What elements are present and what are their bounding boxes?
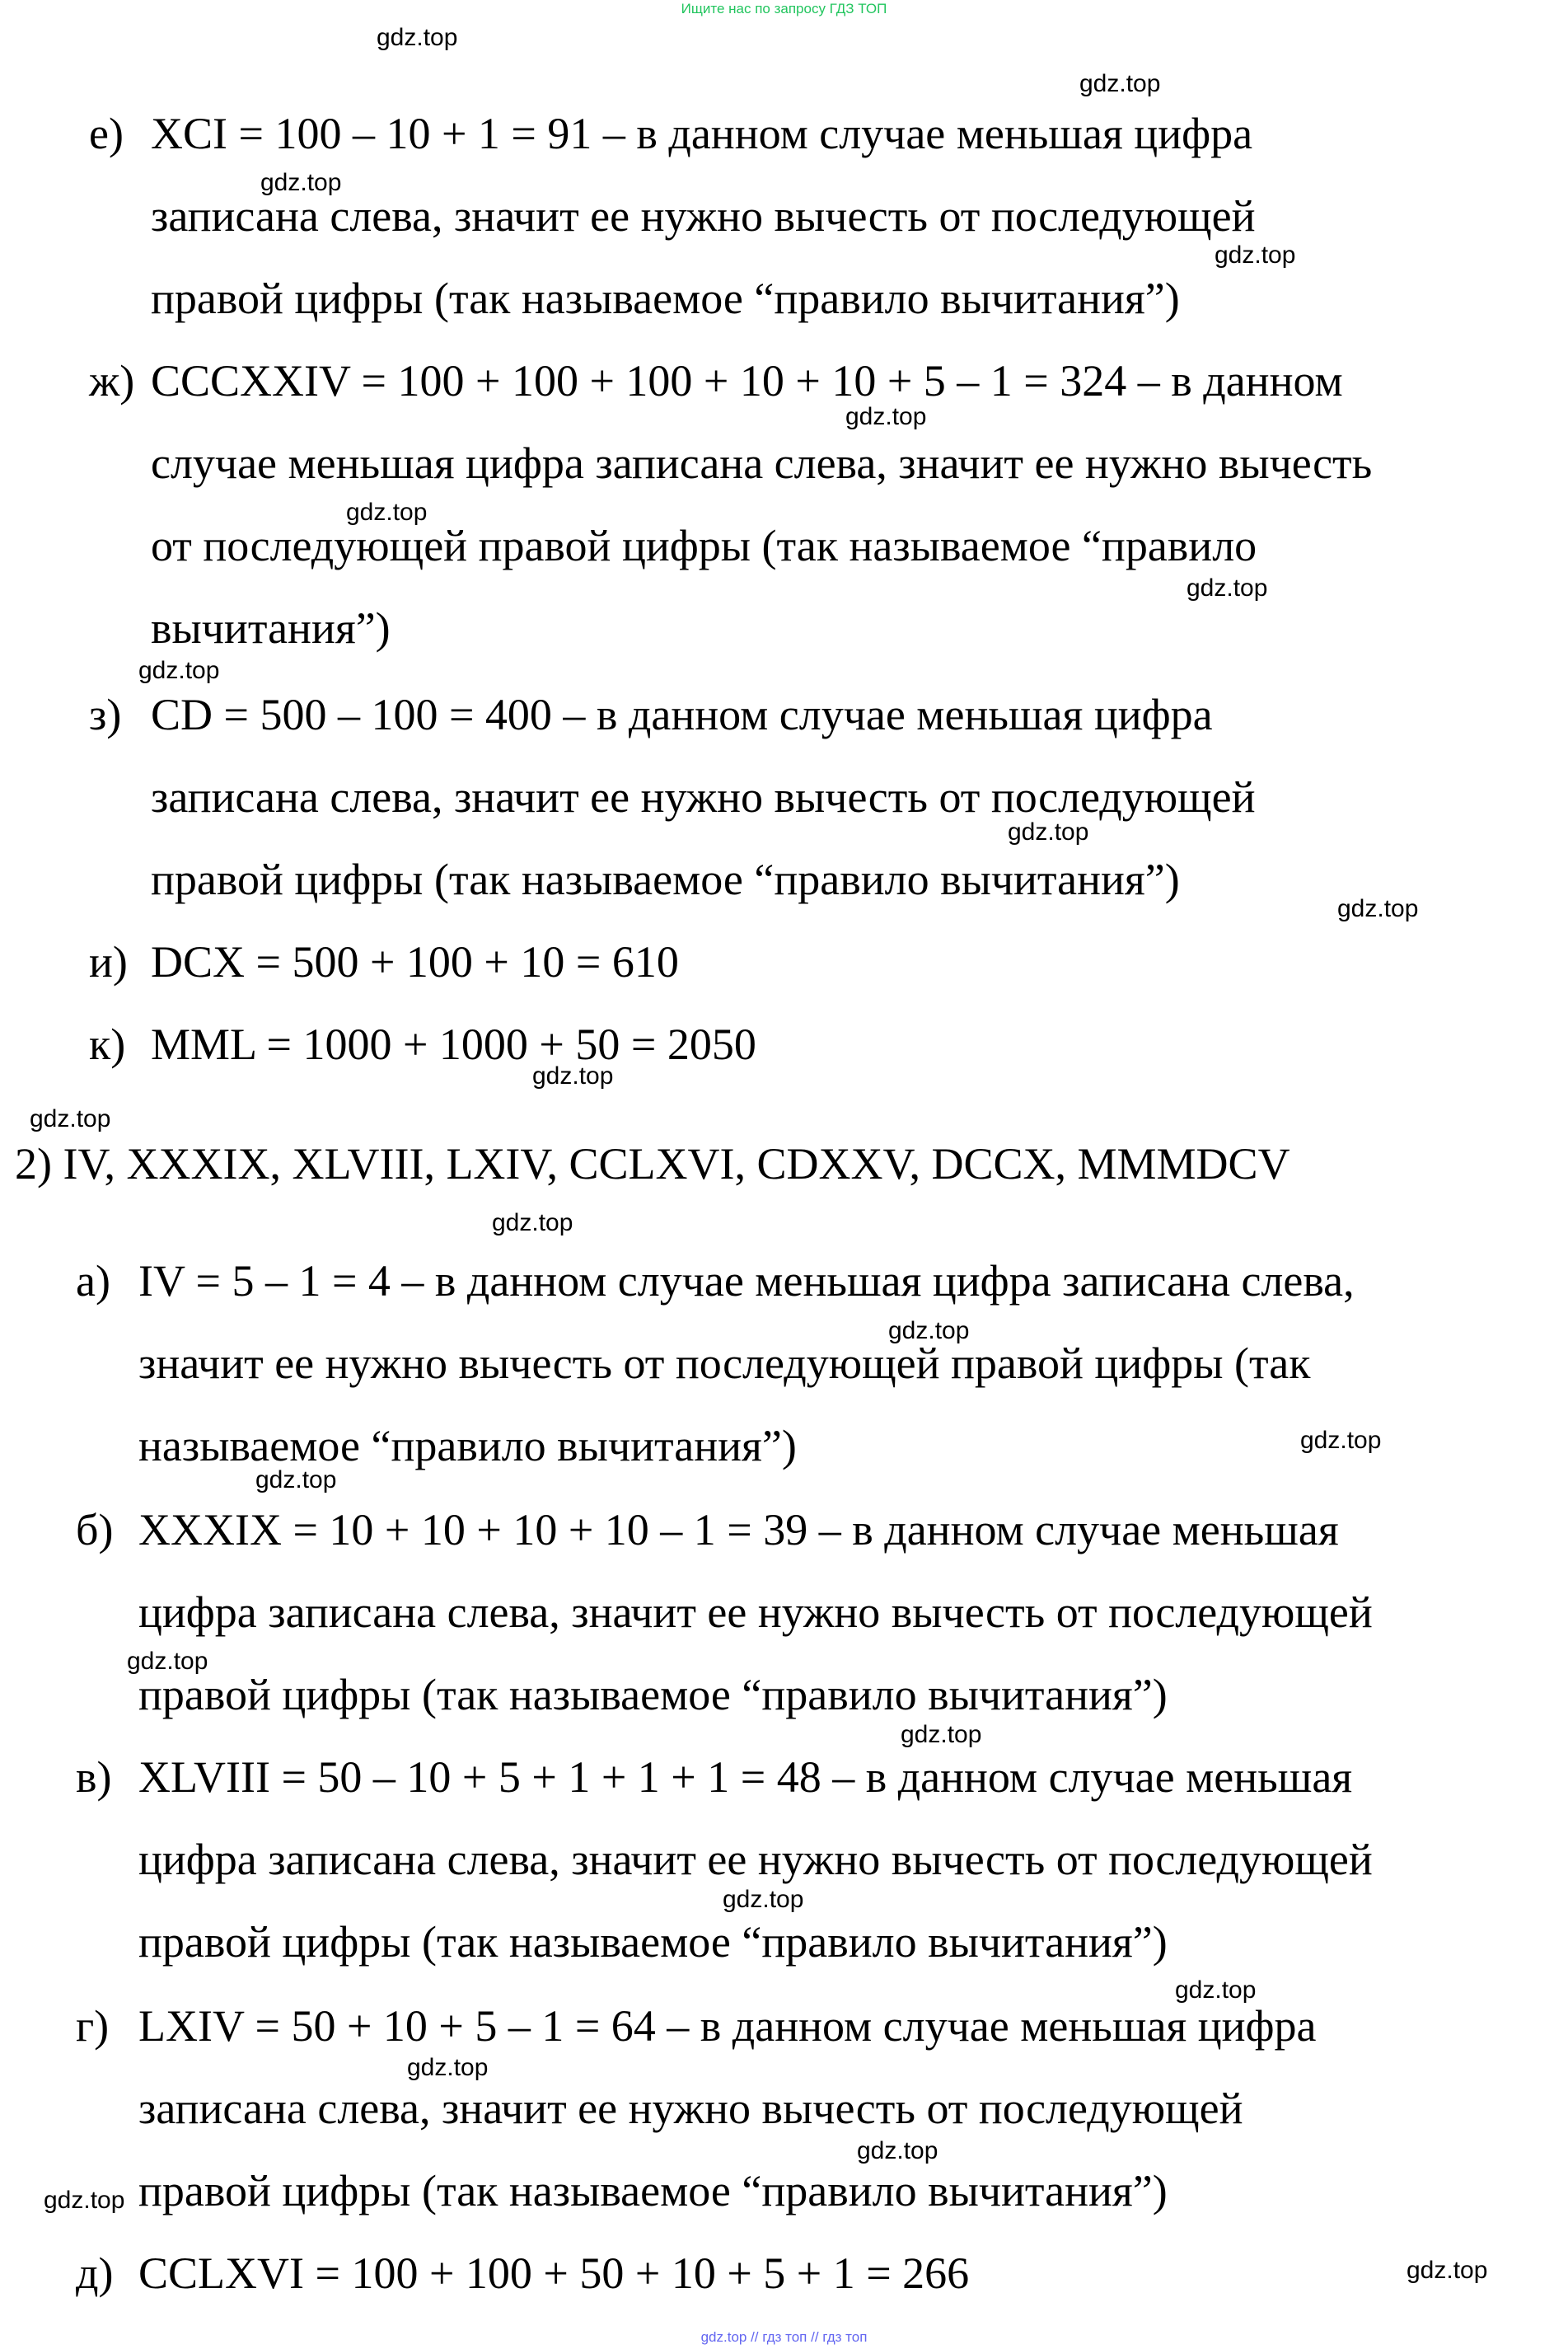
item-text-line: случае меньшая цифра записана слева, значит ее нужно вычесть	[151, 438, 1373, 488]
watermark: gdz.top	[1337, 895, 1419, 922]
watermark: gdz.top	[888, 1317, 970, 1344]
item-text-line: XLVIII = 50 – 10 + 5 + 1 + 1 + 1 = 48 – в данном случае меньшая	[138, 1752, 1353, 1802]
item-text-line: правой цифры (так называемое “правило вычитания”)	[138, 1917, 1168, 1967]
item-label: г)	[76, 2001, 110, 2051]
item-label: е)	[89, 109, 124, 158]
item-text-line: CCLXVI = 100 + 100 + 50 + 10 + 5 + 1 = 266	[138, 2248, 970, 2298]
watermark: gdz.top	[30, 1105, 111, 1132]
item-text-line: вычитания”)	[151, 603, 391, 653]
item-text-line: CD = 500 – 100 = 400 – в данном случае меньшая цифра	[151, 690, 1213, 739]
item-text-line: значит ее нужно вычесть от последующей правой цифры (так	[138, 1339, 1311, 1388]
watermark: gdz.top	[845, 403, 927, 430]
item-text-line: DCX = 500 + 100 + 10 = 610	[151, 937, 679, 987]
item-text-line: правой цифры (так называемое “правило вычитания”)	[138, 1670, 1168, 1719]
item-text-line: XCI = 100 – 10 + 1 = 91 – в данном случае меньшая цифра	[151, 109, 1253, 158]
footer-banner: gdz.top // гдз топ // гдз топ	[700, 2329, 868, 2345]
item-text-line: правой цифры (так называемое “правило вычитания”)	[151, 855, 1180, 904]
item-label: з)	[89, 690, 122, 739]
watermark: gdz.top	[255, 1466, 337, 1493]
watermark: gdz.top	[1175, 1976, 1257, 2004]
item-text-line: IV = 5 – 1 = 4 – в данном случае меньшая цифра записана слева,	[138, 1256, 1355, 1306]
watermark: gdz.top	[377, 24, 458, 51]
item-text-line: цифра записана слева, значит ее нужно вычесть от последующей	[138, 1835, 1373, 1884]
item-text-line: правой цифры (так называемое “правило вычитания”)	[151, 274, 1180, 323]
watermark: gdz.top	[1079, 70, 1161, 97]
watermark: gdz.top	[532, 1062, 614, 1090]
item-label: ж)	[89, 356, 135, 406]
item-label: к)	[89, 1020, 126, 1069]
header-banner: Ищите нас по запросу ГДЗ ТОП	[681, 1, 887, 16]
watermark: gdz.top	[1187, 574, 1268, 602]
watermark: gdz.top	[1215, 241, 1296, 269]
item-text-line: LXIV = 50 + 10 + 5 – 1 = 64 – в данном случае меньшая цифра	[138, 2001, 1317, 2051]
watermark: gdz.top	[127, 1648, 208, 1675]
watermark: gdz.top	[1300, 1427, 1382, 1454]
item-text-line: называемое “правило вычитания”)	[138, 1421, 797, 1470]
watermark: gdz.top	[723, 1886, 804, 1913]
item-text-line: правой цифры (так называемое “правило вычитания”)	[138, 2166, 1168, 2215]
item-text-line: XXXIX = 10 + 10 + 10 + 10 – 1 = 39 – в данном случае меньшая	[138, 1505, 1339, 1554]
watermark: gdz.top	[901, 1721, 982, 1748]
watermark: gdz.top	[1008, 818, 1089, 846]
watermark: gdz.top	[407, 2054, 489, 2081]
item-label: и)	[89, 937, 128, 987]
section-heading: 2) IV, XXXIX, XLVIII, LXIV, CCLXVI, CDXXV, DCCX, MMMDCV	[15, 1139, 1290, 1189]
watermark: gdz.top	[44, 2187, 125, 2214]
item-text-line: записана слева, значит ее нужно вычесть от последующей	[151, 772, 1256, 822]
item-text-line: CCCXXIV = 100 + 100 + 100 + 10 + 10 + 5 – 1 = 324 – в данном	[151, 356, 1343, 406]
watermark: gdz.top	[138, 657, 220, 684]
item-text-line: от последующей правой цифры (так называемое “правило	[151, 521, 1257, 570]
watermark: gdz.top	[260, 169, 342, 196]
watermark: gdz.top	[346, 499, 428, 526]
item-label: д)	[76, 2248, 114, 2298]
watermark: gdz.top	[1407, 2257, 1488, 2284]
watermark: gdz.top	[857, 2137, 938, 2164]
item-text-line: MML = 1000 + 1000 + 50 = 2050	[151, 1020, 756, 1069]
item-text-line: записана слева, значит ее нужно вычесть от последующей	[138, 2084, 1243, 2133]
item-text-line: цифра записана слева, значит ее нужно вычесть от последующей	[138, 1587, 1373, 1637]
item-text-line: записана слева, значит ее нужно вычесть от последующей	[151, 191, 1256, 241]
item-label: в)	[76, 1752, 112, 1802]
item-label: а)	[76, 1256, 110, 1306]
item-label: б)	[76, 1505, 114, 1554]
watermark: gdz.top	[492, 1209, 573, 1236]
